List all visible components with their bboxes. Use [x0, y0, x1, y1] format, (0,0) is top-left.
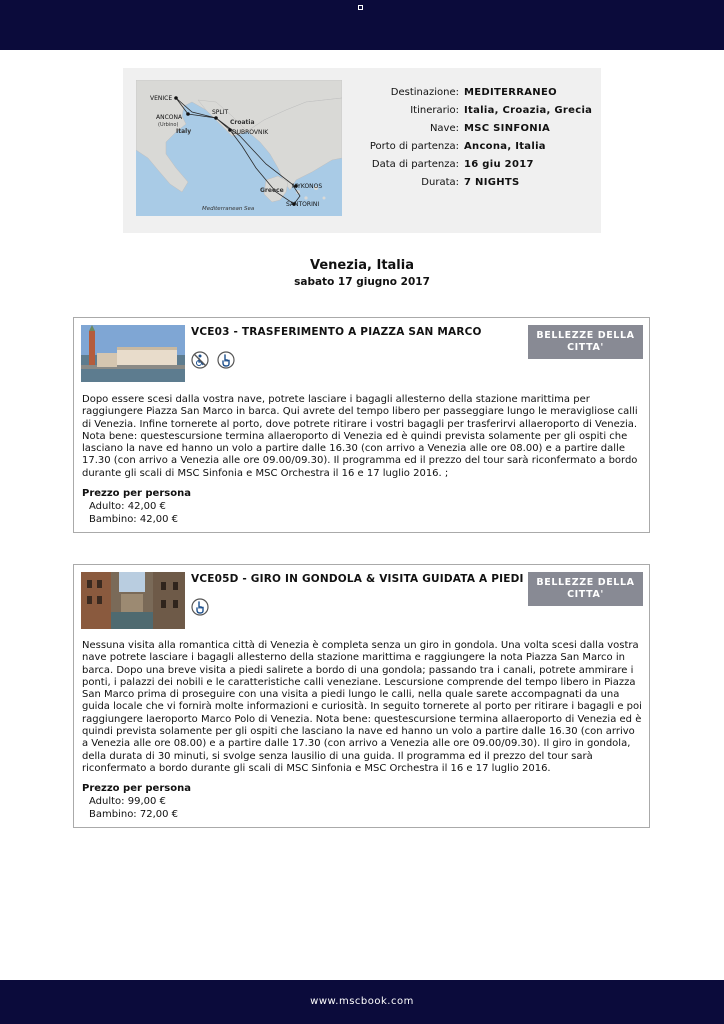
excursion-icons	[191, 598, 209, 616]
info-label: Data di partenza:	[371, 159, 459, 170]
info-label: Destinazione:	[390, 87, 459, 98]
hand-pointer-icon	[191, 598, 209, 616]
map-label-santorini: SANTORINI	[286, 201, 320, 208]
day-header	[0, 258, 724, 289]
info-value: MSC SINFONIA	[464, 123, 551, 134]
price-adult: Adulto: 42,00 €	[89, 501, 166, 512]
excursion-photo	[81, 325, 185, 382]
info-row-departure-port	[363, 141, 593, 153]
excursion-description: Nessuna visita alla romantica città di Venezia è completa senza un giro in gondola. Una volta scesi dalla vostra nave potrete lasciare i bagagli allesterno della stazione marittima e raggiungere la nota Piazza San Marco in barca. Dopo una breve visita a piedi salirete a bordo di una gondola; passando tra i canali, potrete ammirare i ponti, i palazzi dei nobili e le caratteristiche calli veneziane. Lescursione comprende del tempo libero in Piazza San Marco prima di proseguire con una visita a piedi lungo le calli, nella quale sarete accompagnati da una guida locale che vi fornirà molte informazioni e curiosità. In seguito tornerete al porto per ritirare i bagagli e poi raggiungere laeroporto Marco Polo di Venezia. Nota bene: questescursione termina allaeroporto di Venezia ed è quindi prevista solamente per gli ospiti che lasciano la nave ed hanno un volo a partire dalle 16.30 (con arrivo a Venezia alle ore 08.00) e a partire dalle 17.30 (con arrivo a Venezia alle ore 09.00/09.30). Il giro in gondola, della durata di 30 minuti, si svolge senza lausilio di una guida. Il programma ed il prezzo del tour sarà riconfermato a bordo durante gli scali di MSC Sinfonia e MSC Orchestra il 16 e 17 luglio 2016.	[82, 640, 642, 774]
excursion-icons	[191, 351, 235, 369]
excursion-title: VCE05D - GIRO IN GONDOLA & VISITA GUIDATA A PIEDI	[191, 573, 524, 585]
price-adult: Adulto: 99,00 €	[89, 796, 166, 807]
category-badge: BELLEZZE DELLA CITTA'	[528, 325, 643, 359]
category-badge: BELLEZZE DELLA CITTA'	[528, 572, 643, 606]
info-value: MEDITERRANEO	[464, 87, 557, 98]
info-label: Durata:	[421, 177, 459, 188]
info-row-ship	[363, 123, 593, 135]
info-label: Nave:	[429, 123, 459, 134]
info-label: Porto di partenza:	[369, 141, 459, 152]
map-label-dubrovnik: DUBROVNIK	[232, 129, 269, 136]
map-label-urbino: (Urbino)	[158, 122, 179, 128]
square-icon	[358, 5, 363, 10]
map-label-ancona: ANCONA	[156, 114, 183, 121]
info-row-itinerary	[363, 105, 593, 117]
excursion-title: VCE03 - TRASFERIMENTO A PIAZZA SAN MARCO	[191, 326, 482, 338]
top-bar	[0, 0, 724, 50]
map-label-mykonos: MYKONOS	[292, 183, 323, 190]
price-title: Prezzo per persona	[82, 783, 191, 794]
excursion-description: Dopo essere scesi dalla vostra nave, potrete lasciare i bagagli allesterno della stazione marittima per raggiungere Piazza San Marco in barca. Qui avrete del tempo libero per passeggiare lungo le meravigliose calli di Venezia. Infine tornerete al porto, dove potrete ritirare i vostri bagagli per trasferirvi allaeroporto di Venezia. Nota bene: questescursione termina allaeroporto di Venezia ed è quindi prevista solamente per gli ospiti che lasciano la nave ed hanno un volo a partire dalle 16.30 (con arrivo a Venezia alle ore 08.00) e a partire dalle 17.30 (con arrivo a Venezia alle ore 09.00/09.30). Il programma ed il prezzo del tour sarà riconfermato a bordo durante gli scali di MSC Sinfonia e MSC Orchestra il 16 e 17 luglio 2016. ;	[82, 394, 638, 479]
map-label-croatia: Croatia	[230, 119, 255, 126]
info-value: Ancona, Italia	[464, 141, 546, 152]
map-label-italy: Italy	[176, 128, 192, 135]
info-row-departure-date	[363, 159, 593, 171]
footer-bar	[0, 980, 724, 1024]
excursion-card	[73, 564, 650, 828]
price-child: Bambino: 72,00 €	[89, 809, 179, 820]
map-label-greece: Greece	[260, 187, 284, 194]
price-title: Prezzo per persona	[82, 488, 191, 499]
footer-url-link[interactable]: www.mscbook.com	[310, 996, 414, 1007]
info-value: Italia, Croazia, Grecia	[464, 105, 593, 116]
map-label-sea: Mediterranean Sea	[202, 206, 255, 212]
info-value: 16 giu 2017	[464, 159, 534, 170]
info-row-destination	[363, 87, 593, 99]
info-label: Itinerario:	[410, 105, 459, 116]
day-date: sabato 17 giugno 2017	[294, 276, 430, 288]
cruise-info-box	[123, 68, 601, 233]
no-wheelchair-icon	[191, 351, 209, 369]
excursion-card	[73, 317, 650, 533]
cruise-info-table	[363, 87, 593, 195]
hand-pointer-icon	[217, 351, 235, 369]
info-row-duration	[363, 177, 593, 189]
map-label-split: SPLIT	[212, 109, 229, 116]
excursion-photo	[81, 572, 185, 629]
route-map	[136, 80, 342, 216]
price-child: Bambino: 42,00 €	[89, 514, 179, 525]
day-city: Venezia, Italia	[309, 258, 414, 273]
map-label-venice: VENICE	[150, 95, 173, 102]
info-value: 7 NIGHTS	[464, 177, 520, 188]
